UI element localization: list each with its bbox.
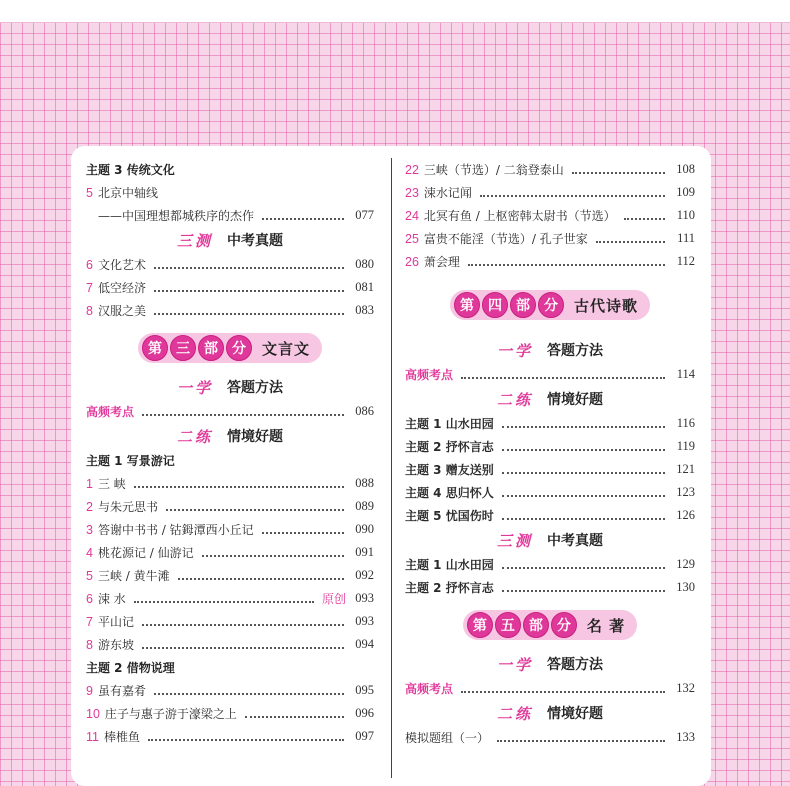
section-mark: 一学 xyxy=(496,655,533,674)
entry-number: 3 xyxy=(86,522,93,537)
entry-title: 富贵不能淫（节选）/ 孔子世家 xyxy=(423,232,588,246)
entry-title: 模拟题组（一） xyxy=(405,731,490,745)
banner-char-circle: 部 xyxy=(510,292,536,318)
section-heading-learn xyxy=(86,374,374,400)
banner-part-name: 古代诗歌 xyxy=(573,296,638,315)
leader-dots xyxy=(502,448,665,451)
entry-page: 097 xyxy=(355,729,374,743)
entry-number: 7 xyxy=(86,280,93,295)
entry-number: 26 xyxy=(405,254,419,269)
column-divider xyxy=(391,158,392,778)
entry-page: 114 xyxy=(676,367,695,381)
toc-left-column xyxy=(86,158,374,748)
leader-dots xyxy=(502,589,665,592)
section-mark: 二练 xyxy=(176,427,213,446)
entry-number: 9 xyxy=(86,683,93,698)
part-banner xyxy=(450,290,650,320)
toc-entry[interactable] xyxy=(86,725,374,748)
entry-number: 2 xyxy=(86,499,93,514)
entry-title: 虽有嘉肴 xyxy=(97,684,146,698)
section-name: 答题方法 xyxy=(547,343,603,359)
entry-page: 121 xyxy=(676,462,695,476)
toc-entry[interactable] xyxy=(86,587,374,610)
toc-topic-entry[interactable] xyxy=(405,504,695,527)
leader-dots xyxy=(142,413,344,416)
leader-dots xyxy=(502,425,665,428)
entry-page: 093 xyxy=(355,614,374,628)
entry-number: 5 xyxy=(86,185,93,200)
section-heading-practice xyxy=(405,700,695,726)
toc-entry[interactable] xyxy=(86,610,374,633)
leader-dots xyxy=(461,376,665,379)
section-heading-practice xyxy=(86,423,374,449)
entry-number: 11 xyxy=(86,729,99,744)
toc-entry[interactable] xyxy=(86,702,374,725)
banner-char-circle: 分 xyxy=(551,612,577,638)
entry-title: 与朱元思书 xyxy=(97,500,158,514)
entry-page: 108 xyxy=(676,162,695,176)
entry-number: 4 xyxy=(86,545,93,560)
toc-topic-entry[interactable] xyxy=(405,458,695,481)
banner-part-name: 名 著 xyxy=(586,616,626,635)
banner-char-circle: 分 xyxy=(226,335,252,361)
entry-title: 低空经济 xyxy=(97,281,146,295)
section-mark: 一学 xyxy=(496,341,533,360)
entry-title: 涑水记闻 xyxy=(423,186,472,200)
toc-entry[interactable] xyxy=(86,679,374,702)
hot-topic-label: 高频考点 xyxy=(86,405,135,419)
toc-entry[interactable] xyxy=(86,299,374,322)
toc-entry[interactable] xyxy=(86,518,374,541)
leader-dots xyxy=(154,312,344,315)
leader-dots xyxy=(262,531,344,534)
leader-dots xyxy=(154,692,344,695)
toc-entry[interactable] xyxy=(86,472,374,495)
toc-topic-entry[interactable] xyxy=(405,576,695,599)
entry-number: 10 xyxy=(86,706,100,721)
section-name: 中考真题 xyxy=(227,233,283,249)
original-tag: 原创 xyxy=(321,592,346,606)
leader-dots xyxy=(502,566,665,569)
leader-dots xyxy=(502,494,665,497)
toc-entry[interactable] xyxy=(86,253,374,276)
toc-entry[interactable] xyxy=(405,227,695,250)
section-mark: 二练 xyxy=(496,704,533,723)
banner-char-circle: 分 xyxy=(538,292,564,318)
leader-dots xyxy=(468,263,665,266)
leader-dots xyxy=(202,554,344,557)
entry-page: 096 xyxy=(355,706,374,720)
entry-page: 081 xyxy=(355,280,374,294)
entry-number: 7 xyxy=(86,614,93,629)
hot-topic-label: 高频考点 xyxy=(405,368,454,382)
leader-dots xyxy=(624,217,665,220)
toc-entry[interactable] xyxy=(86,276,374,299)
entry-page: 110 xyxy=(676,208,695,222)
entry-title: 主题 3 赠友送别 xyxy=(405,463,494,477)
entry-title: 三峡 / 黄牛滩 xyxy=(97,569,170,583)
leader-dots xyxy=(502,517,665,520)
toc-right-column xyxy=(405,158,695,749)
toc-entry-hot[interactable] xyxy=(405,363,695,386)
entry-title: 主题 1 山水田园 xyxy=(405,558,494,572)
section-mark: 三测 xyxy=(496,531,533,550)
entry-page: 129 xyxy=(676,557,695,571)
section-name: 答题方法 xyxy=(227,380,283,396)
entry-page: 109 xyxy=(676,185,695,199)
entry-page: 130 xyxy=(676,580,695,594)
entry-page: 092 xyxy=(355,568,374,582)
toc-entry[interactable] xyxy=(405,250,695,273)
entry-title: 答谢中书书 / 钴鉧潭西小丘记 xyxy=(97,523,254,537)
hot-topic-label: 高频考点 xyxy=(405,682,454,696)
leader-dots xyxy=(596,240,665,243)
leader-dots xyxy=(262,217,344,220)
toc-card xyxy=(71,146,711,786)
entry-title: 主题 2 抒怀言志 xyxy=(405,581,494,595)
topic-heading xyxy=(86,449,374,472)
entry-page: 077 xyxy=(355,208,374,222)
part-banner xyxy=(463,610,637,640)
entry-title: ——中国理想都城秩序的杰作 xyxy=(98,209,255,223)
entry-page: 133 xyxy=(676,730,695,744)
banner-part-name: 文言文 xyxy=(261,339,310,358)
entry-number: 24 xyxy=(405,208,419,223)
toc-topic-entry[interactable] xyxy=(405,412,695,435)
toc-entry[interactable] xyxy=(86,541,374,564)
toc-entry[interactable] xyxy=(86,204,374,227)
entry-title: 主题 2 抒怀言志 xyxy=(405,440,494,454)
topic-label: 主题 2 借物说理 xyxy=(86,661,175,675)
entry-number: 6 xyxy=(86,257,93,272)
leader-dots xyxy=(245,715,344,718)
entry-title: 棒椎鱼 xyxy=(103,730,140,744)
entry-title: 平山记 xyxy=(97,615,134,629)
banner-char-circle: 第 xyxy=(467,612,493,638)
entry-page: 111 xyxy=(677,231,695,245)
topic-label: 主题 3 传统文化 xyxy=(86,163,175,177)
entry-page: 091 xyxy=(355,545,374,559)
entry-number: 8 xyxy=(86,637,93,652)
part-banner-wrap xyxy=(405,599,695,651)
banner-char-circle: 第 xyxy=(142,335,168,361)
leader-dots xyxy=(148,738,344,741)
toc-entry[interactable] xyxy=(405,204,695,227)
leader-dots xyxy=(142,623,344,626)
leader-dots xyxy=(480,194,665,197)
section-name: 答题方法 xyxy=(547,657,603,673)
toc-topic-entry[interactable] xyxy=(405,481,695,504)
leader-dots xyxy=(166,508,344,511)
banner-char-circle: 三 xyxy=(170,335,196,361)
section-mark: 三测 xyxy=(176,231,213,250)
section-heading-test xyxy=(405,527,695,553)
topic-label: 主题 1 写景游记 xyxy=(86,454,175,468)
leader-dots xyxy=(154,289,344,292)
entry-title: 庄子与惠子游于濠梁之上 xyxy=(104,707,237,721)
toc-topic-entry[interactable] xyxy=(405,553,695,576)
leader-dots xyxy=(142,646,344,649)
entry-page: 123 xyxy=(676,485,695,499)
entry-title: 涑 水 xyxy=(97,592,126,606)
entry-number: 23 xyxy=(405,185,419,200)
part-banner xyxy=(138,333,322,363)
entry-number: 5 xyxy=(86,568,93,583)
banner-char-circle: 四 xyxy=(482,292,508,318)
entry-page: 093 xyxy=(355,591,374,605)
topic-heading xyxy=(86,656,374,679)
entry-title: 主题 1 山水田园 xyxy=(405,417,494,431)
entry-number: 25 xyxy=(405,231,419,246)
entry-page: 083 xyxy=(355,303,374,317)
banner-char-circle: 五 xyxy=(495,612,521,638)
leader-dots xyxy=(134,600,314,603)
section-heading-practice xyxy=(405,386,695,412)
entry-title: 北冥有鱼 / 上枢密韩太尉书（节选） xyxy=(423,209,616,223)
entry-page: 112 xyxy=(676,254,695,268)
page-top-band xyxy=(0,0,790,23)
entry-page: 132 xyxy=(676,681,695,695)
entry-page: 119 xyxy=(676,439,695,453)
leader-dots xyxy=(502,471,665,474)
section-heading-learn xyxy=(405,337,695,363)
section-name: 情境好题 xyxy=(227,429,283,445)
section-mark: 二练 xyxy=(496,390,533,409)
entry-number: 6 xyxy=(86,591,93,606)
toc-entry[interactable] xyxy=(405,726,695,749)
leader-dots xyxy=(178,577,344,580)
toc-entry[interactable] xyxy=(405,181,695,204)
section-mark: 一学 xyxy=(176,378,213,397)
section-heading-learn xyxy=(405,651,695,677)
part-banner-wrap xyxy=(405,273,695,337)
entry-page: 090 xyxy=(355,522,374,536)
section-heading-test xyxy=(86,227,374,253)
banner-char-circle: 部 xyxy=(523,612,549,638)
entry-page: 094 xyxy=(355,637,374,651)
leader-dots xyxy=(497,739,665,742)
entry-title: 主题 5 忧国伤时 xyxy=(405,509,494,523)
entry-title: 萧会理 xyxy=(423,255,460,269)
toc-entry[interactable] xyxy=(86,181,374,204)
leader-dots xyxy=(154,266,344,269)
entry-title: 主题 4 思归怀人 xyxy=(405,486,494,500)
leader-dots xyxy=(572,171,665,174)
entry-title: 北京中轴线 xyxy=(97,186,158,200)
entry-number: 1 xyxy=(86,476,93,491)
entry-title: 文化艺术 xyxy=(97,258,146,272)
toc-entry[interactable] xyxy=(86,564,374,587)
entry-page: 126 xyxy=(676,508,695,522)
leader-dots xyxy=(461,690,665,693)
section-name: 中考真题 xyxy=(547,533,603,549)
entry-title: 三 峡 xyxy=(97,477,126,491)
toc-topic-entry[interactable] xyxy=(405,435,695,458)
section-name: 情境好题 xyxy=(547,706,603,722)
section-name: 情境好题 xyxy=(547,392,603,408)
topic-heading xyxy=(86,158,374,181)
entry-page: 095 xyxy=(355,683,374,697)
entry-page: 088 xyxy=(355,476,374,490)
entry-page: 086 xyxy=(355,404,374,418)
entry-page: 116 xyxy=(676,416,695,430)
entry-page: 089 xyxy=(355,499,374,513)
entry-number: 8 xyxy=(86,303,93,318)
entry-title: 桃花源记 / 仙游记 xyxy=(97,546,194,560)
toc-entry[interactable] xyxy=(86,633,374,656)
entry-title: 汉服之美 xyxy=(97,304,146,318)
toc-entry[interactable] xyxy=(86,495,374,518)
leader-dots xyxy=(134,485,344,488)
banner-char-circle: 部 xyxy=(198,335,224,361)
part-banner-wrap xyxy=(86,322,374,374)
entry-number: 22 xyxy=(405,162,419,177)
toc-entry-hot[interactable] xyxy=(405,677,695,700)
banner-char-circle: 第 xyxy=(454,292,480,318)
entry-title: 游东坡 xyxy=(97,638,134,652)
toc-entry-hot[interactable] xyxy=(86,400,374,423)
entry-page: 080 xyxy=(355,257,374,271)
entry-title: 三峡（节选）/ 二翁登泰山 xyxy=(423,163,564,177)
toc-entry[interactable] xyxy=(405,158,695,181)
